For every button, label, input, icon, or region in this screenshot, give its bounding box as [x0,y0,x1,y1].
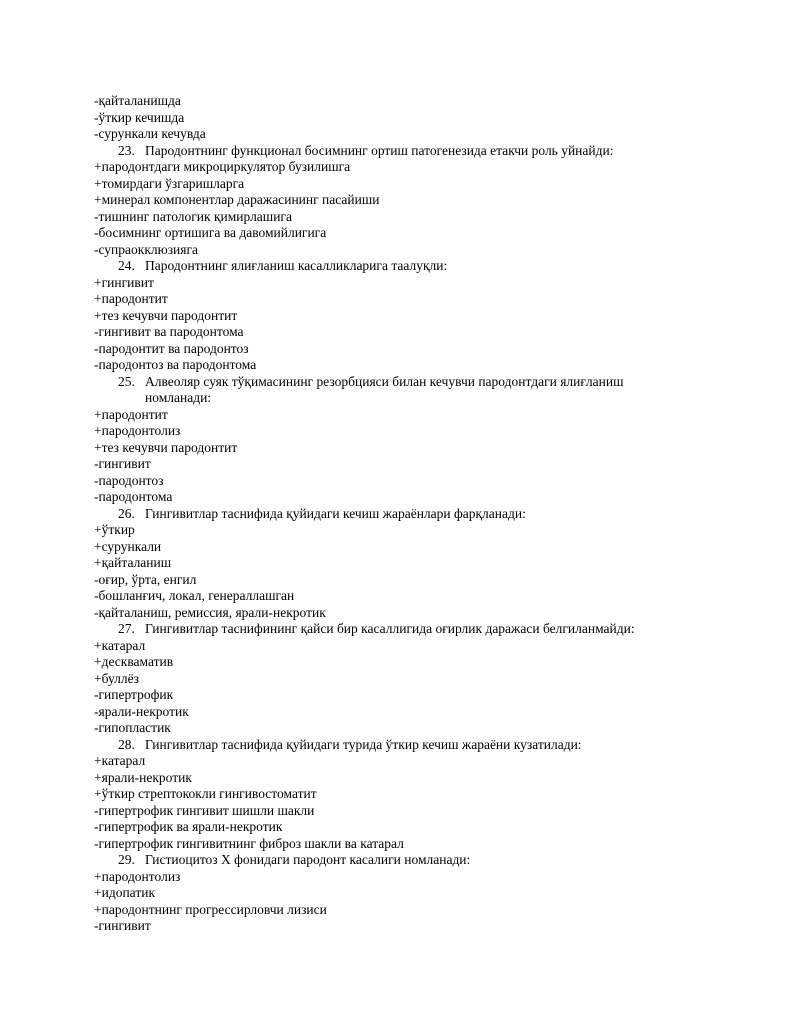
answer-option: +пародонтдаги микроциркулятор бузилишга [94,159,351,174]
question-number: 29. [118,852,135,867]
answer-option: +буллёз [94,670,139,686]
answer-option: +томирдаги ўзгаришларга [94,175,245,191]
question-line [0,506,800,523]
answer-option: -пародонтоз [94,472,164,488]
document-page [0,93,800,935]
question-text: Гингивитлар таснифида қуйидаги турида ўткир кечиш жараёни кузатилади: [145,736,582,752]
question-line [0,737,800,754]
answer-option: +қайталаниш [94,555,172,570]
answer-option: -пародонтит ва пародонтоз [94,340,249,356]
question-line [0,258,800,275]
question-number: 26. [118,505,135,521]
question-line [0,143,800,160]
answer-option: +тез кечувчи пародонтит [94,439,238,455]
answer-option: +пародонтит [94,291,168,306]
answer-option: +пародонтнинг прогрессирловчи лизиси [94,901,327,917]
answer-option: -ярали-некротик [94,703,189,719]
answer-option: +сурункали [94,538,162,554]
question-number: 28. [118,736,135,752]
question-line [0,852,800,869]
question-text: Пародонтнинг ялиғланиш касалликларига таалуқли: [145,258,448,273]
question-number: 24. [118,258,135,273]
answer-option: -супраокклюзияга [94,241,199,257]
answer-option: -гипертрофик гингивитнинг фиброз шакли ва катарал [94,835,404,851]
answer-option: +ўткир [94,522,135,537]
answer-option: +дескваматив [94,654,174,669]
question-text: Алвеоляр суяк тўқимасининг резорбцияси билан кечувчи пародонтдаги ялиғланиш номланади: [145,373,624,405]
answer-option: +катарал [94,637,146,653]
answer-option: +катарал [94,753,146,768]
answer-option: -гингивит [94,918,151,933]
question-number: 27. [118,621,135,636]
question-line [0,621,800,638]
answer-option: -босимнинг ортишига ва давомийлигига [94,225,327,240]
answer-option: +ярали-некротик [94,769,192,785]
question-number: 23. [118,142,135,158]
answer-option: -тишнинг патологик қимирлашига [94,208,292,224]
question-number: 25. [118,373,135,389]
answer-option: -пародонтоз ва пародонтома [94,357,257,372]
question-text: Пародонтнинг функционал босимнинг ортиш патогенезида етакчи роль уйнайди: [145,142,614,158]
answer-option: +пародонтит [94,406,168,422]
answer-option: +ўткир стрептококли гингивостоматит [94,786,317,801]
answer-option: -гипопластик [94,720,171,735]
answer-option: +пародонтолиз [94,868,181,884]
answer-option: -оғир, ўрта, енгил [94,571,197,587]
answer-option: +пародонтолиз [94,423,181,438]
answer-option: +гингивит [94,274,154,290]
answer-option: +минерал компонентлар даражасининг пасайиши [94,192,380,207]
answer-option: -гингивит ва пародонтома [94,324,244,339]
answer-option: -бошланғич, локал, генераллашган [94,588,295,603]
question-text: Гингивитлар таснифида қуйидаги кечиш жараёнлари фарқланади: [145,505,526,521]
answer-option: +идопатик [94,885,156,900]
answer-option: -гингивит [94,456,151,471]
answer-option: -қайталанишда [94,93,181,108]
answer-option: -гипертрофик гингивит шишли шакли [94,802,315,818]
question-text: Гингивитлар таснифининг қайси бир касаллигида оғирлик даражаси белгиланмайди: [145,621,635,636]
question-text: Гистиоцитоз Х фонидаги пародонт касалиги номланади: [145,852,471,867]
answer-option: -пародонтома [94,489,173,504]
answer-option: -гипертрофик [94,687,174,702]
answer-option: -қайталаниш, ремиссия, ярали-некротик [94,604,326,620]
answer-option: -ўткир кечишда [94,109,185,125]
answer-option: -сурункали кечувда [94,126,206,141]
question-line [0,374,800,407]
answer-option: +тез кечувчи пародонтит [94,307,238,323]
answer-option: -гипертрофик ва ярали-некротик [94,819,283,834]
